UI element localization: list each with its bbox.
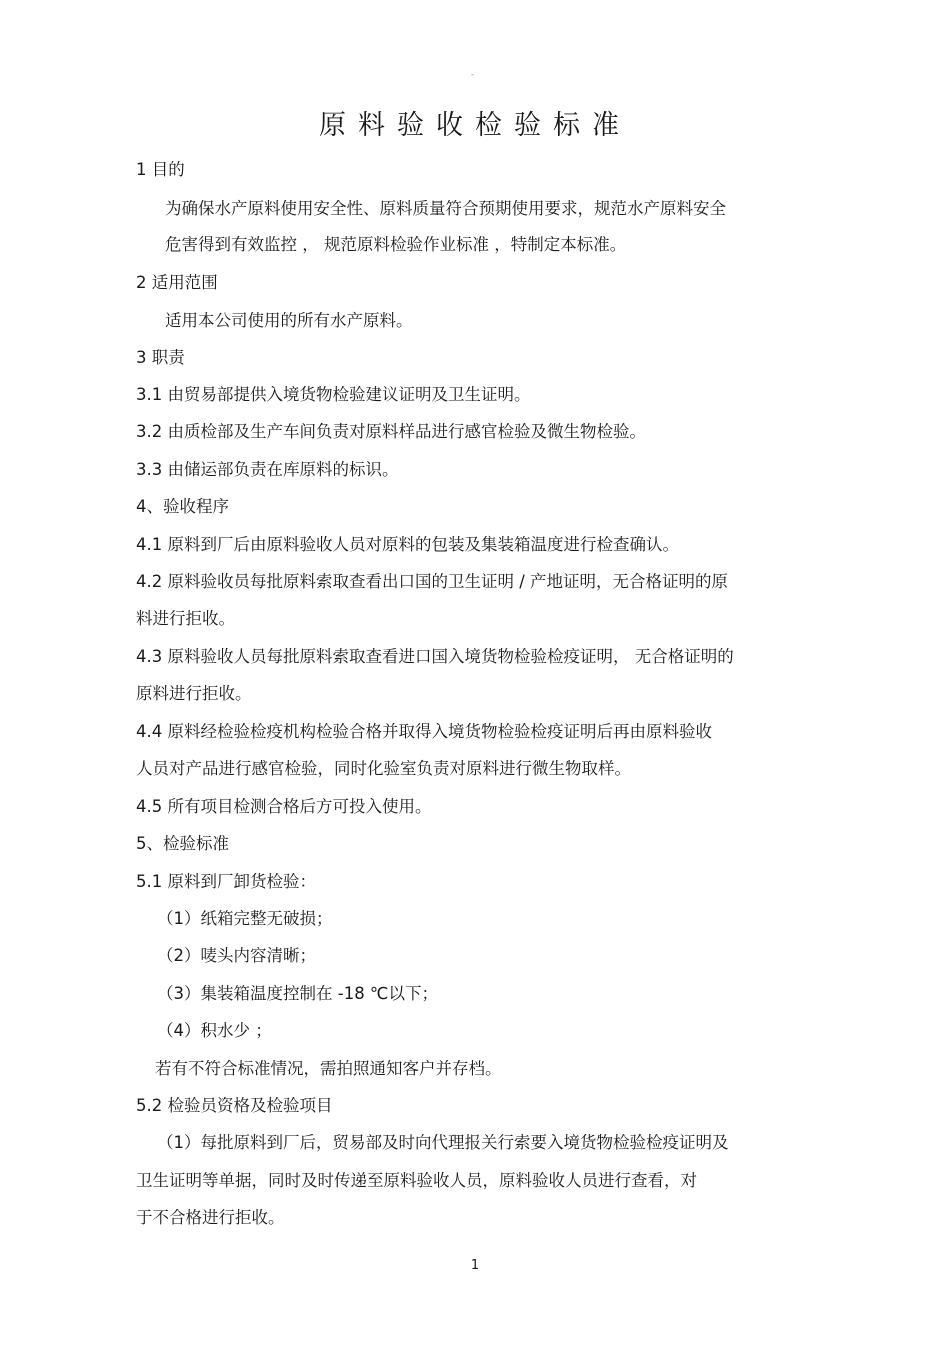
page-number: 1 [470, 1258, 480, 1273]
text-line: 料进行拒收。 [136, 609, 235, 628]
text-line: （1）纸箱完整无破损； [157, 909, 333, 928]
text-line: 4.3 原料验收人员每批原料索取查看进口国入境货物检验检疫证明， 无合格证明的 [136, 647, 734, 666]
text-line: （1）每批原料到厂后，贸易部及时向代理报关行索要入境货物检验检疫证明及 [157, 1133, 729, 1152]
text-line: 4.2 原料验收员每批原料索取查看出口国的卫生证明 / 产地证明，无合格证明的原 [136, 572, 729, 591]
text-line: 3.2 由质检部及生产车间负责对原料样品进行感官检验及微生物检验。 [136, 422, 646, 441]
text-line: 适用本公司使用的所有水产原料。 [165, 311, 413, 330]
document-title: 原料验收检验标准 [319, 110, 631, 141]
text-line: 5.2 检验员资格及检验项目 [136, 1096, 333, 1115]
text-line: 于不合格进行拒收。 [136, 1208, 285, 1227]
text-line: 1 目的 [136, 160, 185, 179]
text-line: 3.1 由贸易部提供入境货物检验建议证明及卫生证明。 [136, 385, 531, 404]
text-line: 4、验收程序 [136, 497, 229, 516]
text-line: 原料进行拒收。 [136, 684, 252, 703]
text-line: （3）集装箱温度控制在 -18 ℃以下； [157, 984, 438, 1003]
text-line: 5、检验标准 [136, 834, 229, 853]
text-line: 4.1 原料到厂后由原料验收人员对原料的包装及集装箱温度进行检查确认。 [136, 535, 679, 554]
header-mark: - [471, 70, 474, 79]
text-line: 若有不符合标准情况，需拍照通知客户并存档。 [155, 1059, 502, 1078]
text-line: 3 职责 [136, 348, 185, 367]
text-line: 4.5 所有项目检测合格后方可投入使用。 [136, 797, 432, 816]
text-line: 3.3 由储运部负责在库原料的标识。 [136, 460, 399, 479]
text-line: 5.1 原料到厂卸货检验： [136, 872, 316, 891]
text-line: 危害得到有效监控 ， 规范原料检验作业标准 ，特制定本标准。 [165, 235, 627, 254]
text-line: （2）唛头内容清晰； [157, 946, 316, 965]
text-line: （4）积水少 ； [157, 1021, 272, 1040]
text-line: 2 适用范围 [136, 273, 218, 292]
text-line: 人员对产品进行感官检验，同时化验室负责对原料进行微生物取样。 [136, 759, 631, 778]
text-line: 为确保水产原料使用安全性、原料质量符合预期使用要求，规范水产原料安全 [165, 199, 726, 218]
text-line: 4.4 原料经检验检疫机构检验合格并取得入境货物检验检疫证明后再由原料验收 [136, 722, 712, 741]
text-line: 卫生证明等单据，同时及时传递至原料验收人员，原料验收人员进行查看，对 [136, 1171, 697, 1190]
